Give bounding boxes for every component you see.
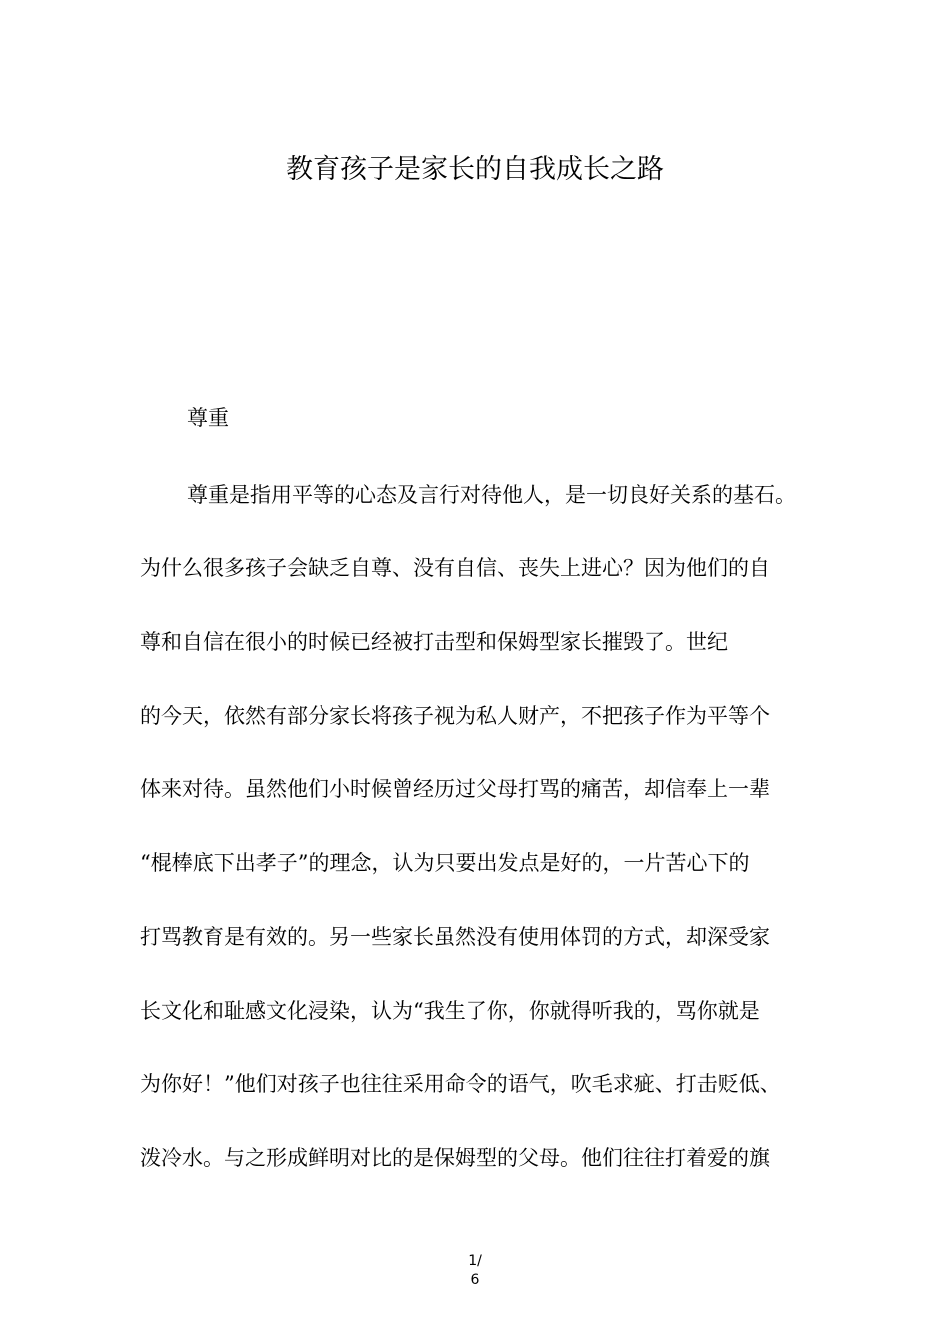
paragraph-line: 长文化和耻感文化浸染，认为“我生了你，你就得听我的，骂你就是 [140,999,760,1023]
section-heading: 尊重 [187,406,229,430]
page-number-top: 1/ [468,1253,482,1269]
paragraph-line: 尊和自信在很小的时候已经被打击型和保姆型家长摧毁了。世纪 [140,630,728,654]
paragraph-line: 泼冷水。与之形成鲜明对比的是保姆型的父母。他们往往打着爱的旗 [140,1146,770,1170]
paragraph-line: 尊重是指用平等的心态及言行对待他人，是一切良好关系的基石。 [187,483,796,507]
paragraph-line: 体来对待。虽然他们小时候曾经历过父母打骂的痛苦，却信奉上一辈 [140,777,770,801]
paragraph-line: “棍棒底下出孝子”的理念，认为只要出发点是好的，一片苦心下的 [140,851,750,875]
paragraph-line: 为什么很多孩子会缺乏自尊、没有自信、丧失上进心？因为他们的自 [140,556,770,580]
paragraph-line: 打骂教育是有效的。另一些家长虽然没有使用体罚的方式，却深受家 [140,925,770,949]
page-number-bottom: 6 [470,1272,480,1288]
paragraph-line: 的今天，依然有部分家长将孩子视为私人财产，不把孩子作为平等个 [140,704,770,728]
document-title: 教育孩子是家长的自我成长之路 [286,154,664,185]
paragraph-line: 为你好！”他们对孩子也往往采用命令的语气，吹毛求疵、打击贬低、 [140,1072,781,1096]
